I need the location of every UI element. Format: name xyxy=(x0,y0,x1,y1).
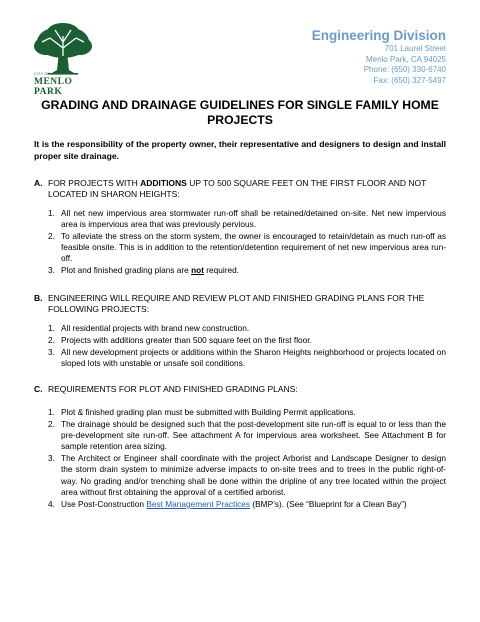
section-a-letter: A. xyxy=(34,178,43,188)
phone-line: Phone: (650) 330-6740 xyxy=(363,65,446,74)
list-item: 2. To alleviate the stress on the storm system, the owner is encouraged to retain/detain as much run-off as feasible onsite. This is in addition to the retention/detention requirement of net new impervious area run-off. xyxy=(48,231,446,264)
list-item: 4. Use Post-Construction Best Management Practices (BMP’s). (See “Blueprint for a Clean Bay”) xyxy=(48,498,407,509)
list-item-text: All residential projects with brand new construction. xyxy=(61,323,250,333)
document-title xyxy=(34,98,446,128)
section-a-head-part1: FOR PROJECTS WITH xyxy=(48,178,141,188)
list-item-text: Projects with additions greater than 500 square feet on the first floor. xyxy=(61,335,312,346)
logo-name: MENLO PARK xyxy=(34,77,73,97)
list-item: 3. All new development projects or additions within the Sharon Heights neighborhood or projects located on sloped lots with unstable or unsafe soil conditions. xyxy=(48,347,446,369)
section-a-head-part2: UP TO 500 SQUARE FEET ON THE FIRST FLOOR AND NOT LOCATED IN SHARON HEIGHTS: xyxy=(48,178,427,199)
list-item-text: All net new impervious area stormwater run-off shall be retained/detained on-site. Net new impervious area is impervious area that was previously pervious. xyxy=(61,208,446,230)
item3-part1: Plot and finished grading plans are xyxy=(61,265,192,276)
logo-small-text: CITY OF xyxy=(34,72,50,76)
item4-part2: (BMP’s). (See “Blueprint for a Clean Bay”) xyxy=(250,498,407,509)
section-a-heading xyxy=(34,178,446,200)
item3-part2: required. xyxy=(203,265,240,276)
title-line-1: GRADING AND DRAINAGE GUIDELINES FOR SINGLE FAMILY HOME xyxy=(41,98,439,112)
contact-block xyxy=(312,28,446,86)
section-b-heading xyxy=(34,293,446,315)
section-b-letter: B. xyxy=(34,293,43,303)
list-item-text: The drainage should be designed such that the post-development site run-off is equal to or less than the pre-development site run-off. See attachment A for impervious area worksheet. See Attachment B for sample retention area sizing. xyxy=(61,419,446,452)
title-line-2: PROJECTS xyxy=(207,113,273,127)
list-item-text: All new development projects or additions within the Sharon Heights neighborhood or projects located on sloped lots with unstable or unsafe soil conditions. xyxy=(61,347,446,369)
list-item: 1. All residential projects with brand new construction. xyxy=(48,323,250,333)
list-item: 2. Projects with additions greater than 500 square feet on the first floor. xyxy=(48,335,312,346)
list-item-text: The Architect or Engineer shall coordinate with the project Arborist and Landscape Designer to design the storm drain system to minimize adverse impacts to on-site trees and to trees in the public right-of-way. No grading and/or trenching shall be done within the dripline of any tree located within the project area without first obtaining the approval of a certified arborist. xyxy=(61,453,446,497)
city-logo xyxy=(28,22,98,97)
item4-part1: Use Post-Construction xyxy=(61,498,147,509)
division-title: Engineering Division xyxy=(311,28,446,43)
section-a xyxy=(34,178,446,278)
section-c xyxy=(34,384,446,511)
section-b-head-text: ENGINEERING WILL REQUIRE AND REVIEW PLOT AND FINISHED GRADING PLANS FOR THE FOLLOWING PROJECTS: xyxy=(48,293,425,314)
section-c-heading xyxy=(34,384,446,395)
list-item: 1. Plot & finished grading plan must be submitted with Building Permit applications. xyxy=(48,407,356,417)
section-a-list xyxy=(34,208,446,277)
bmp-link[interactable]: Best Management Practices xyxy=(146,498,251,509)
section-c-list xyxy=(34,407,446,510)
address-line: 701 Laurel Street xyxy=(384,44,446,53)
item3-emphasis: not xyxy=(191,265,204,276)
list-item-text: Plot & finished grading plan must be submitted with Building Permit applications. xyxy=(61,407,356,417)
list-item: 3. Plot and finished grading plans are not required. xyxy=(48,265,240,276)
fax-line: Fax: (650) 327-5497 xyxy=(373,75,446,85)
list-item: 3. The Architect or Engineer shall coordinate with the project Arborist and Landscape Designer to design the storm drain system to minimize adverse impacts to on-site trees and to trees in the public right-of-way. No grading and/or trenching shall be done within the dripline of any tree located within the project area without first obtaining the approval of a certified arborist. xyxy=(48,453,446,497)
section-b-list xyxy=(34,323,446,369)
section-b xyxy=(34,293,446,370)
city-line: Menlo Park, CA 94025 xyxy=(365,54,446,64)
section-c-letter: C. xyxy=(34,384,43,394)
list-item-text: To alleviate the stress on the storm system, the owner is encouraged to retain/detain as much run-off as feasible onsite. This is in addition to the retention/detention requirement of net new impervious area run-off. xyxy=(61,231,446,264)
list-item: 2. The drainage should be designed such that the post-development site run-off is equal to or less than the pre-development site run-off. See attachment A for impervious area worksheet. See Attachment B for sample retention area sizing. xyxy=(48,419,446,452)
intro-paragraph: It is the responsibility of the property owner, their representative and designers to design and install proper site drainage. xyxy=(34,139,446,161)
list-item: 1. All net new impervious area stormwater run-off shall be retained/detained on-site. Net new impervious area is impervious area that was previously pervious. xyxy=(48,208,446,230)
section-c-head-text: REQUIREMENTS FOR PLOT AND FINISHED GRADING PLANS: xyxy=(48,384,298,394)
section-a-head-bold: ADDITIONS xyxy=(140,178,187,188)
